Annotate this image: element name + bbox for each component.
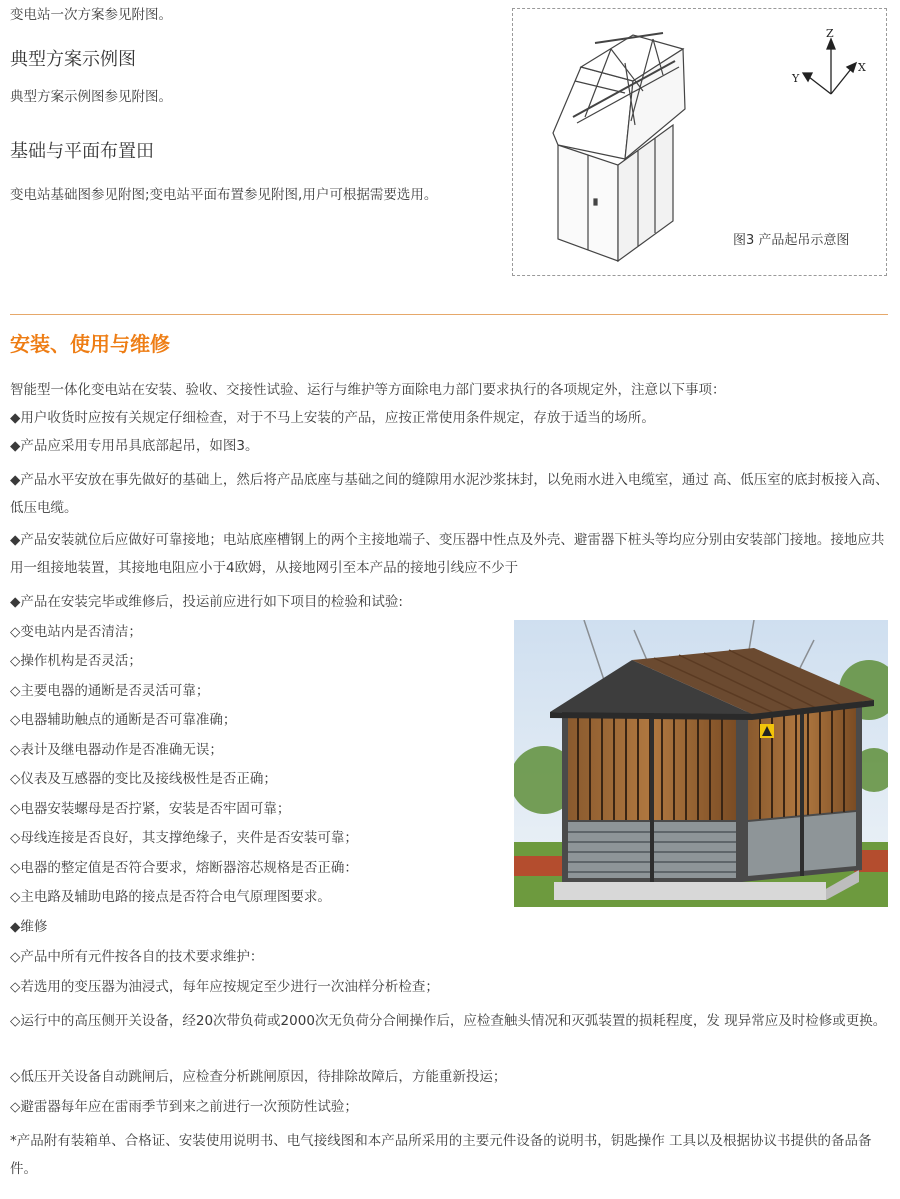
check-item: ◇电器辅助触点的通断是否可靠准确； [10,712,237,728]
check-item: ◇仪表及互感器的变比及接线极性是否正确； [10,771,277,787]
section-intro-line: 智能型一体化变电站在安装、验收、交接性试验、运行与维护等方面除电力部门要求执行的各项规定外，注意以下事项： [10,382,726,398]
maintenance-switch-paragraph: ◇运行中的高压侧开关设备，经20次带负荷或2000次无负荷分合闸操作后，应检查触头情况和灭弧装置的损耗程度，发 现异常应及时检修或更换。 [10,1013,887,1029]
figure-3-caption: 图3 产品起吊示意图 [733,233,850,248]
substation-photo [514,620,888,907]
typical-text: 典型方案示例图参见附图。 [10,89,172,105]
axis-y-label: Y [792,72,800,85]
lifting-line: ◆产品应采用专用吊具底部起吊，如图3。 [10,438,259,454]
check-item: ◇电器安装螺母是否拧紧，安装是否牢固可靠； [10,801,291,817]
footnote-paragraph: *产品附有装箱单、合格证、安装使用说明书、电气接线图和本产品所采用的主要元件设备的说明书，钥匙操作 工具以及根据协议书提供的备品备件。 [10,1133,872,1177]
axis-z-label: Z [826,27,834,40]
checks-intro: ◆产品在安装完毕或维修后，投运前应进行如下项目的检验和试验: [10,594,403,610]
substation-illustration [514,620,888,907]
typical-heading: 典型方案示例图 [10,49,136,70]
lifting-diagram [513,9,888,277]
maintenance-item: ◇产品中所有元件按各自的技术要求维护： [10,949,264,965]
maintenance-item: ◇低压开关设备自动跳闸后，应检查分析跳闸原因，待排除故障后，方能重新投运； [10,1069,507,1085]
intro-text: 变电站一次方案参见附图。 [10,7,172,23]
grounding-paragraph: ◆产品安装就位后应做好可靠接地；电站底座槽钢上的两个主接地端子、变压器中性点及外壳、避雷器下桩头等均应分别由安装部门接地。接地应共用一组接地装置，其接地电阻应小于4欧姆，从接地网引至本产品的接地引线应不少于 [10,532,885,576]
check-item: ◇主电路及辅助电路的接点是否符合电气原理图要求。 [10,889,331,905]
figure-3 [512,8,887,276]
check-item: ◇主要电器的通断是否灵活可靠； [10,683,210,699]
horizontal-placement-paragraph: ◆产品水平安放在事先做好的基础上，然后将产品底座与基础之间的缝隙用水泥沙浆抹封，以免雨水进入电缆室，通过 高、低压室的底封板接入高、低压电缆。 [10,472,889,516]
foundation-text: 变电站基础图参见附图;变电站平面布置参见附图,用户可根据需要选用。 [10,187,438,203]
check-item: ◇表计及继电器动作是否准确无误； [10,742,223,758]
section-title: 安装、使用与维修 [10,332,170,356]
check-item: ◇操作机构是否灵活； [10,653,142,669]
maintenance-heading: ◆维修 [10,919,48,935]
check-item: ◇变电站内是否清洁； [10,624,142,640]
section-divider [10,314,888,315]
axis-x-label: X [858,61,866,74]
foundation-heading: 基础与平面布置田 [10,141,154,162]
check-item: ◇母线连接是否良好，其支撑绝缘子，夹件是否安装可靠； [10,830,358,846]
check-item: ◇电器的整定值是否符合要求，熔断器溶芯规格是否正确： [10,860,358,876]
receipt-line: ◆用户收货时应按有关规定仔细检查，对于不马上安装的产品，应按正常使用条件规定，存放于适当的场所。 [10,410,655,426]
maintenance-item: ◇若选用的变压器为油浸式，每年应按规定至少进行一次油样分析检查； [10,979,439,995]
maintenance-item: ◇避雷器每年应在雷雨季节到来之前进行一次预防性试验； [10,1099,358,1115]
